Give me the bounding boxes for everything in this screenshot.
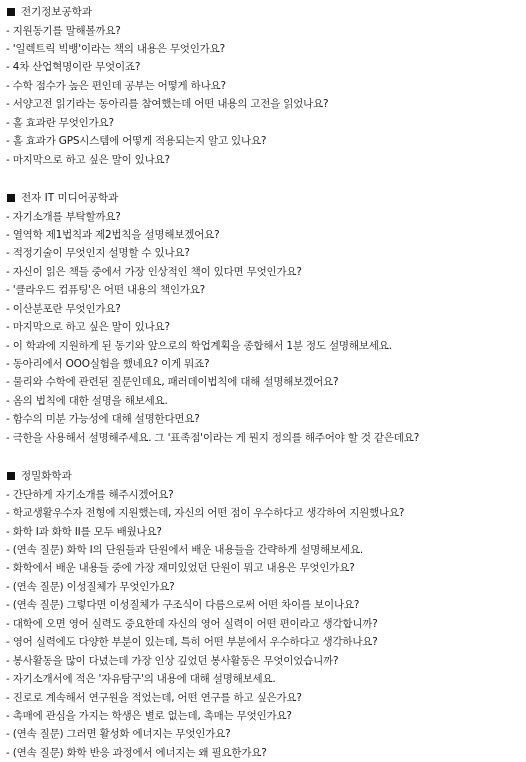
question-item: - 촉매에 관심을 가지는 학생은 별로 없는데, 촉매는 무엇인가요?: [6, 709, 292, 722]
section-title: 정밀화학과: [21, 470, 72, 483]
section-heading: [6, 3, 526, 22]
question-item: - 진로로 계속해서 연구원을 적었는데, 어떤 연구를 하고 싶은가요?: [6, 691, 302, 704]
square-bullet-icon: [7, 194, 15, 202]
question-item: - 동아리에서 OOO실험을 했네요? 이게 뭐죠?: [6, 358, 210, 370]
question-item: - 마지막으로 하고 싶은 말이 있나요?: [6, 321, 170, 334]
question-item: - (연속 질문) 화학 I의 단원들과 단원에서 배운 내용들을 간략하게 설명해보세요.: [6, 544, 364, 556]
question-item: - (연속 질문) 화학 반응 과정에서 에너지는 왜 필요한가요?: [6, 746, 267, 759]
section-title: 전자 IT 미디어공학과: [21, 192, 119, 204]
question-item: - (연속 질문) 이성질체가 무엇인가요?: [6, 580, 175, 593]
section-title: 전기정보공학과: [21, 6, 93, 18]
question-item: - 자기소개를 부탁할까요?: [6, 210, 121, 223]
question-item: - 화학 I과 화학 II를 모두 배웠나요?: [6, 525, 162, 538]
question-item: - 학교생활우수자 전형에 지원했는데, 자신의 어떤 점이 우수하다고 생각하여 지원했나요?: [6, 507, 405, 520]
question-item: - 영어 실력에도 다양한 부분이 있는데, 특히 어떤 부분에서 우수하다고 생각하나요?: [6, 636, 378, 649]
question-item: - 이산분포란 무엇인가요?: [6, 302, 121, 315]
question-item: - 서양고전 읽기라는 동아리를 참여했는데 어떤 내용의 고전을 읽었나요?: [6, 98, 329, 111]
question-item: - 4차 산업혁명이란 무엇이죠?: [6, 61, 141, 74]
question-item: - 물리와 수학에 관련된 질문인데요, 패러데이법칙에 대해 설명해보겠어요?: [6, 376, 339, 389]
question-item: - 열역학 제1법칙과 제2법칙을 설명해보겠어요?: [6, 228, 220, 241]
section-heading: [6, 189, 526, 208]
question-item: - '일렉트릭 빅뱅'이라는 책의 내용은 무엇인가요?: [6, 42, 225, 55]
question-item: - 극한을 사용해서 설명해주세요. 그 '표족점'이라는 게 뭔지 정의를 해주어야 할 것 같은데요?: [6, 431, 420, 444]
square-bullet-icon: [7, 472, 15, 480]
question-item: - '클라우드 컴퓨팅'은 어떤 내용의 책인가요?: [6, 284, 206, 297]
question-item: - 자기소개서에 적은 '자유탐구'의 내용에 대해 설명해보세요.: [6, 673, 276, 686]
question-item: - 적정기술이 무엇인지 설명할 수 있나요?: [6, 247, 190, 260]
question-item: - 옴의 법칙에 대한 설명을 해보세요.: [6, 394, 168, 407]
question-item: - 이 학과에 지원하게 된 동기와 앞으로의 학업계획을 종합해서 1분 정도 설명해보세요.: [6, 339, 392, 352]
question-item: - 함수의 미분 가능성에 대해 설명한다면요?: [6, 413, 200, 426]
question-item: - 지원동기를 말해볼까요?: [6, 24, 121, 37]
question-item: - 간단하게 자기소개를 해주시겠어요?: [6, 488, 174, 501]
section-electronic-it-media-eng: [6, 189, 526, 447]
question-item: - 홀 효과가 GPS시스템에 어떻게 적용되는지 알고 있나요?: [6, 135, 267, 148]
section-fine-chemistry: [6, 467, 526, 762]
question-item: - 자신이 읽은 책들 중에서 가장 인상적인 책이 있다면 무엇인가요?: [6, 265, 302, 278]
question-item: - 봉사활동을 많이 다녔는데 가장 인상 깊었던 봉사활동은 무엇이었습니까?: [6, 654, 339, 667]
question-item: - 수학 점수가 높은 편인데 공부는 어떻게 하나요?: [6, 79, 226, 92]
section-electrical-info-eng: [6, 3, 526, 169]
question-item: - 홀 효과란 무엇인가요?: [6, 116, 114, 129]
section-heading: [6, 467, 526, 486]
question-item: - 화학에서 배운 내용들 중에 가장 재미있었던 단원이 뭐고 내용은 무엇인가요?: [6, 562, 355, 575]
question-item: - 마지막으로 하고 싶은 말이 있나요?: [6, 153, 170, 166]
square-bullet-icon: [7, 8, 15, 16]
question-item: - (연속 질문) 그렇다면 이성질체가 구조식이 다름으로써 어떤 차이를 보이나요?: [6, 599, 360, 612]
question-item: - (연속 질문) 그러면 활성화 에너지는 무엇인가요?: [6, 728, 231, 741]
question-item: - 대학에 오면 영어 실력도 중요한데 자신의 영어 실력이 어떤 편이라고 생각합니까?: [6, 617, 378, 630]
